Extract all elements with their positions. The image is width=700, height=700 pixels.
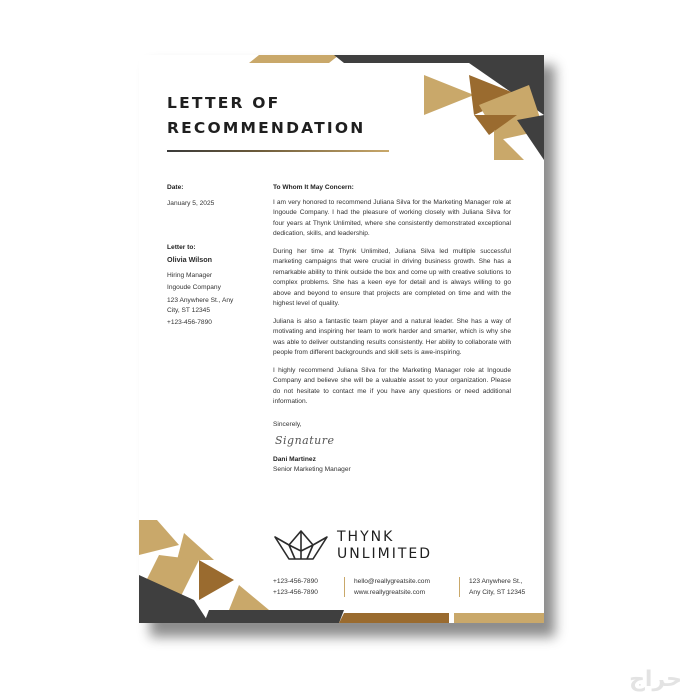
footer-address-line-2: Any City, ST 12345 (469, 588, 526, 596)
page-title (167, 91, 365, 141)
watermark-logo: حراج (629, 667, 682, 692)
footer-separator (344, 577, 345, 597)
date-value: January 5, 2025 (167, 199, 215, 207)
paragraph-1: I am very honored to recommend Juliana Silva for the Marketing Manager role at Ingoude Company. I had the pleasure of working closely with Juliana Silva for four years at Thynk Unlimited, where she consistently demonstrated exceptional dedication, skills, and leadership. (273, 198, 511, 237)
letter-page (139, 55, 544, 623)
footer-address-line-1: 123 Anywhere St., (469, 578, 523, 585)
footer-phones (273, 577, 318, 598)
letter-to-label: Letter to: (167, 244, 196, 252)
date-label: Date: (167, 184, 184, 191)
footer-website: www.reallygreatsite.com (354, 588, 426, 596)
footer-phone-1: +123-456-7890 (273, 578, 318, 585)
paragraph-3: Juliana is also a fantastic team player and a natural leader. She has a way of motivating and inspiring her team to work harder and smarter, which is why she was able to deliver outstanding results consistently. Her ability to collaborate with people from different backgrounds and skill sets is awe-inspiring. (273, 317, 511, 356)
recipient-details (167, 271, 255, 328)
brand-name (337, 529, 432, 563)
paragraph-2: During her time at Thynk Unlimited, Juliana Silva led multiple successful marketing campaigns that were crucial in driving business growth. She has a remarkable ability to think outside the box and come up with creative solutions to complex problems. She has a keen eye for detail and is always willing to go above and beyond to ensure that projects are completed on time and with the highest level of quality. (273, 247, 511, 307)
footer-separator (459, 577, 460, 597)
paragraph-4: I highly recommend Juliana Silva for the Marketing Manager role at Ingoude Company and believe she will be a valuable asset to your organization. Please do not hesitate to contact me if you have any questions or need additional information. (273, 366, 511, 405)
signer-role: Senior Marketing Manager (273, 466, 351, 473)
recipient-name: Olivia Wilson (167, 254, 213, 264)
recipient-phone: +123-456-7890 (167, 319, 212, 327)
footer-phone-2: +123-456-7890 (273, 588, 318, 596)
recipient-address-line-1: 123 Anywhere St., Any (167, 296, 234, 304)
brand-line-2: UNLIMITED (337, 546, 433, 562)
brand-line-1: THYNK (337, 529, 395, 545)
title-line-1: LETTER OF (167, 94, 281, 112)
footer-email: hello@reallygreatsite.com (354, 578, 430, 585)
recipient-company: Ingoude Company (167, 284, 221, 292)
footer-online (354, 577, 430, 598)
letter-body (273, 183, 511, 476)
sidebar-details (167, 183, 255, 330)
greeting: To Whom It May Concern: (273, 184, 354, 191)
closing: Sincerely, (273, 420, 302, 428)
title-line-2: RECOMMENDATION (167, 119, 366, 137)
signature: Signature (275, 434, 335, 447)
footer-address (469, 577, 525, 598)
crown-logo-icon (273, 529, 329, 563)
recipient-address-line-2: City, ST 12345 (167, 307, 211, 315)
recipient-role: Hiring Manager (167, 272, 213, 280)
signer-name: Dani Martinez (273, 455, 316, 463)
title-divider (167, 150, 389, 152)
